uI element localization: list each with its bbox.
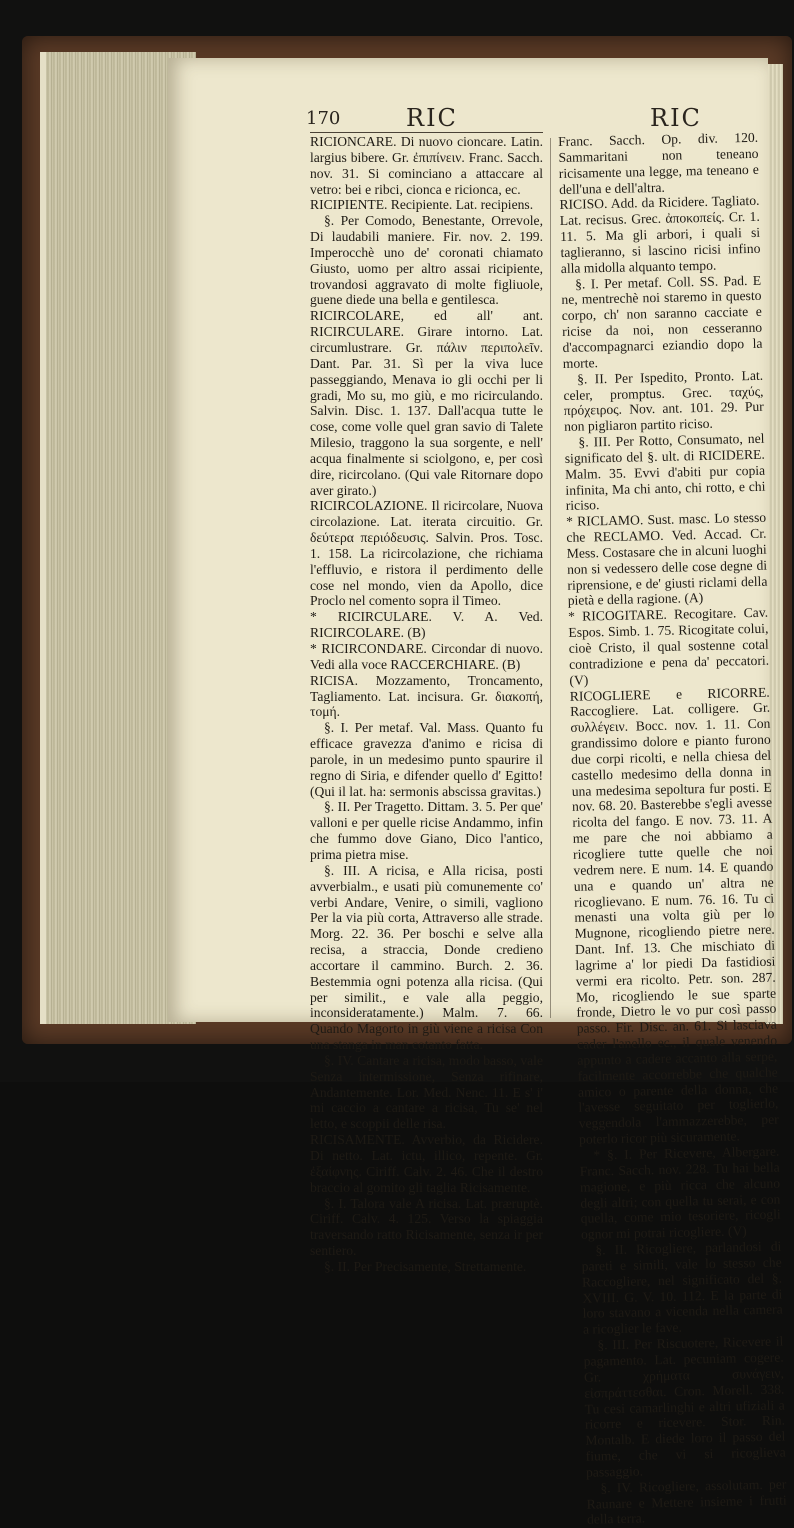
dictionary-entry: §. I. Talora vale A ricisa. Lat. præruptè. Ciriff. Calv. 4. 125. Verso la spiaggia traversando ratto Ricisamente, senza ir per sentiero. xyxy=(310,1195,543,1259)
dictionary-entry: * RICLAMO. Sust. masc. Lo stesso che RECLAMO. Ved. Accad. Cr. Mess. Costasare che in alcuni luoghi non si vedessero delle cose degne di riprensione, e de' giusti riclami della pietà e della ragione. (A) xyxy=(565,509,768,609)
dictionary-entry: * §. I. Per Ricevere, Albergare. Franc. Sacch. nov. 228. Tu hai bella magione, e più ricca che alcuno degli altri; con quella tu serai, e con quella, come mio tesoriere, ricogli ognor mi potrai ricogliere. (V) xyxy=(579,1143,781,1242)
dictionary-entry: RICIRCOLARE, ed all' ant. RICIRCULARE. Girare intorno. Lat. circumlustrare. Gr. πάλιν περιπολεῖν. Dant. Par. 31. Sì per la viva luce passeggiando, Menava io gli occhi per li gradi, Mo su, mo giù, e mo ricirculando. Salvin. Disc. 1. 137. Dall'acqua tutte le cose, come volle quel gran savio di Talete Milesio, traggono la sua sorgente, e nell' acqua finalmente si sciolgono, e, per così dire, ricircolano. (Qui vale Ritornare dopo aver girato.) xyxy=(310,308,543,498)
dictionary-entry: Franc. Sacch. Op. div. 120. Sammaritani non teneano ricisamente una legge, ma teneano e dell'una e dell'altra. xyxy=(558,129,759,197)
dictionary-entry: §. I. Per metaf. Val. Mass. Quanto fu efficace gravezza d'animo e ricisa di parole, in un medesimo punto spaurire il regno di Siria, e difender quello d' Egitto! (Qui il lat. ha: sermonis abscissa gravitas.) xyxy=(310,720,543,799)
dictionary-entry: §. II. Per Precisamente, Strettamente. xyxy=(324,1258,527,1274)
dictionary-entry: §. Per Comodo, Benestante, Orrevole, Di laudabili maniere. Fir. nov. 2. 199. Imperocchè uno de' coronati chiamato Giusto, uomo per altro assai ricipiente, trovandosi aggravato di molte figliuole, guene diede una bella e gentilesca. xyxy=(310,213,543,308)
dictionary-entry: §. IV. Cantare a ricisa, modo basso, vale Senza intermissione, Senza rifinare, Andantemente. Lor. Med. Nenc. 11. E s' i' mi caccio a cantare a ricisa, Tu se' nel letto, e scoppii delle risa. xyxy=(310,1052,543,1132)
dictionary-entry: RICISAMENTE. Avverbio, da Ricidere. Di netto. Lat. ictu, illico, repente. Gr. ἐξαίφνης. Ciriff. Calv. 2. 46. Che il destro braccio al gomito gli taglia Ricisamente. xyxy=(310,1132,543,1195)
left-header-rule xyxy=(310,132,543,133)
dictionary-entry: * RICIRCULARE. V. A. Ved. RICIRCOLARE. (B) xyxy=(310,609,543,641)
column-divider xyxy=(550,138,551,1018)
dictionary-entry: §. III. Per Rotto, Consumato, nel significato del §. ult. di RICIDERE. Malm. 35. Evvi d'abiti pur copia infinita, Ma chi anto, chi rotto, e chi riciso. xyxy=(564,430,766,514)
dictionary-entry: RICIONCARE. Di nuovo cioncare. Latin. largius bibere. Gr. ἐπιπίνειν. Franc. Sacch. nov. 31. Si cominciano a attaccare al vetro: bei e ribci, cionca e ricionca, ec. xyxy=(310,134,543,197)
running-head-left: RIC xyxy=(406,104,458,132)
dictionary-entry: §. III. Per Riscuotere, Ricevere il pagamento. Lat. pecuniam cogere. Gr. χρήματα συνάγειν, εἰσπράττεσθαι. Cron. Morell. 338. Tu cesi camarlinghi e altri ufiziali a ricorre e ricevere. Stor. Rin. Montalb. E diede loro il passo del fiume, che vi si ricoglieva passaggio. xyxy=(583,1333,786,1480)
left-column xyxy=(310,134,543,1275)
dictionary-entry: RICIRCOLAZIONE. Il ricircolare, Nuova circolazione. Lat. iterata circuitio. Gr. δεύτερα περιόδευσις. Salvin. Pros. Tosc. 1. 158. La ricircolazione, che richiama l'effluvio, e ristora il perdimento delle cose nel mondo, vien da Apollo, dice Proclo nel comento sopra il Timeo. xyxy=(310,498,543,609)
dictionary-entry: §. II. Per Tragetto. Dittam. 3. 5. Per que' valloni e per quelle ricise Andammo, infin che fummo dove Giano, Dico l'antico, prima pietra mise. xyxy=(310,799,543,862)
running-head-right: RIC xyxy=(650,104,702,132)
dictionary-entry: §. IV. Ricogliere, assolutam. per Raunare e Mettere insieme i frutti della terra. xyxy=(586,1476,787,1528)
page-number: 170 xyxy=(306,108,341,129)
dictionary-entry: RICOGLIERE e RICORRE. Raccogliere. Lat. colligere. Gr. συλλέγειν. Bocc. nov. 1. 11. Con grandissimo dolore e pianto furono due corpi ricolti, e nella chiesa del castello medesimo della donna in una medesima sepoltura fur posti. E nov. 68. 20. Basterebbe s'egli avesse ricolta del fango. E nov. 73. 11. A me pare che noi abbiamo a ricogliere tutte quelle che noi vedrem nere. E num. 14. E quando una e quando un' altra ne ricoglievano. E num. 76. 16. Tu ci menasti una volta giù per lo Mugnone, ricogliendo pietre nere. Dant. Inf. 13. Che mischiato di lagrime a' lor piedi Da fastidiosi vermi era ricolto. Petr. son. 287. Mo, ricogliendo le sue sparte fronde, Dietro le vo pur così passo passo. Fir. Disc. an. 61. Si lasciava cader l'anello ec., il quale venendo appunto a cadere accanto alla serpe, facilmente accorrebbe che qualche amico o parente della donna, che l'avesse seguitato per toglierlo, veggendola l'ammazzerebbe, per poterlo ricor più sicuramente. xyxy=(569,684,779,1147)
dictionary-entry: §. III. A ricisa, e Alla ricisa, posti avverbialm., e usati più comunemente co' verbi Andare, Venire, o simili, vagliono Per la via più corta, Attraverso alle strade. Morg. 22. 36. Per boschi e selve alla recisa, a straccia, Donde credieno accortare il cammino. Burch. 2. 36. Bestemmia ogni potenza alla ricisa. (Qui per similit., e vale alla peggio, inconsideratamente.) Malm. 7. 66. Quando Magorto in giù viene a ricisa Con una stanga in man cotanto fatta. xyxy=(310,862,543,1053)
dictionary-entry: §. II. Ricogliere, parlandosi di pareti e simili, vale lo stesso che Raccogliere, nel significato del §. XVIII. G. V. 10. 112. E la parte di loro stavano a vicenda nella camera a ricoglier le fave. xyxy=(581,1238,783,1338)
dictionary-entry: §. I. Per metaf. Coll. SS. Pad. E ne, mentrechè noi staremo in questo corpo, ch' non saranno cacciate e ricise da noi, non cesseranno d'accompagnarci eziandio dopo la morte. xyxy=(561,272,763,371)
dictionary-entry: §. II. Per Ispedito, Pronto. Lat. celer, promptus. Grec. ταχύς, πρόχειρος. Nov. ant. 101. 29. Pur non pigliaron partito riciso. xyxy=(563,367,764,435)
right-column xyxy=(558,130,787,1528)
dictionary-entry: RICIPIENTE. Recipiente. Lat. recipiens. xyxy=(310,197,534,213)
dictionary-entry: * RICIRCONDARE. Circondar di nuovo. Vedi alla voce RACCERCHIARE. (B) xyxy=(310,641,543,672)
dictionary-entry: RICISA. Mozzamento, Troncamento, Tagliamento. Lat. incisura. Gr. διακοπή, τομή. xyxy=(310,672,543,720)
dictionary-entry: * RICOGITARE. Recogitare. Cav. Espos. Simb. 1. 75. Ricogitate colui, cioè Cristo, il qual sostenne cotal contradizione e pena da' peccatori. (V) xyxy=(567,605,770,688)
dictionary-entry: RICISO. Add. da Ricidere. Tagliato. Lat. recisus. Grec. ἀποκοπείς. Cr. 1. 11. 5. Ma gli arbori, i quali si taglieranno, si lascino ricisi infino alla midolla alquanto tempo. xyxy=(559,193,761,276)
